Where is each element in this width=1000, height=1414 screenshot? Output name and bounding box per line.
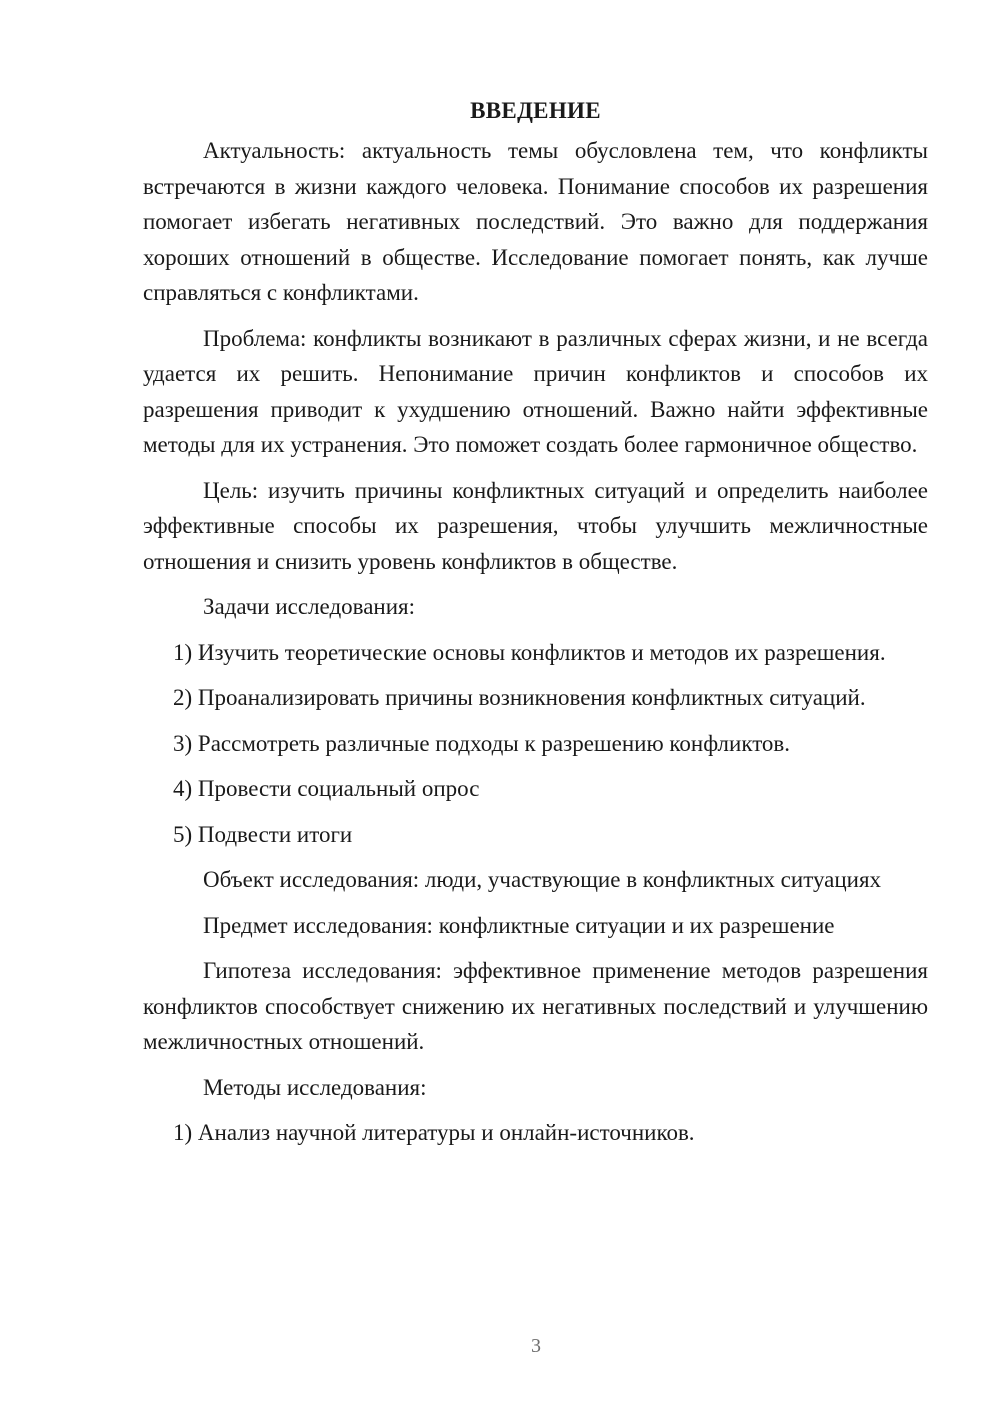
hypothesis-paragraph: Гипотеза исследования: эффективное применение методов разрешения конфликтов способствует снижению их негативных последствий и улучшению межличностных отношений. — [143, 958, 928, 1054]
method-item-1: 1) Анализ научной литературы и онлайн-источников. — [173, 1120, 695, 1145]
goal-paragraph: Цель: изучить причины конфликтных ситуаций и определить наиболее эффективные способы их разрешения, чтобы улучшить межличностные отношения и снизить уровень конфликтов в обществе. — [143, 477, 928, 574]
task-item-2: 2) Проанализировать причины возникновения конфликтных ситуаций. — [173, 685, 866, 710]
tasks-title: Задачи исследования: — [203, 594, 416, 619]
problem-paragraph: Проблема: конфликты возникают в различных сферах жизни, и не всегда удается их решить. Непонимание причин конфликтов и способов их разрешения приводит к ухудшению отношений. Важно найти эффективные методы для их устранения. Это поможет создать более гармоничное общество. — [143, 325, 928, 457]
page-number: 3 — [531, 1335, 541, 1357]
methods-title: Методы исследования: — [203, 1074, 427, 1100]
relevance-paragraph: Актуальность: актуальность темы обусловлена тем, что конфликты встречаются в жизни каждого человека. Понимание способов их разрешения помогает избегать негативных последствий. Это важно для поддержания хороших отношений в обществе. Исследование помогает понять, как лучше справляться с конфликтами. — [143, 138, 928, 305]
task-item-1: 1) Изучить теоретические основы конфликтов и методов их разрешения. — [173, 639, 886, 665]
document-page — [143, 95, 928, 1161]
object-paragraph: Объект исследования: люди, участвующие в конфликтных ситуациях — [203, 867, 882, 892]
task-item-5: 5) Подвести итоги — [173, 821, 353, 847]
task-item-3: 3) Рассмотреть различные подходы к разрешению конфликтов. — [173, 730, 791, 756]
section-heading: ВВЕДЕНИЕ — [470, 98, 601, 123]
task-item-4: 4) Провести социальный опрос — [173, 776, 480, 801]
subject-paragraph: Предмет исследования: конфликтные ситуации и их разрешение — [203, 912, 835, 938]
